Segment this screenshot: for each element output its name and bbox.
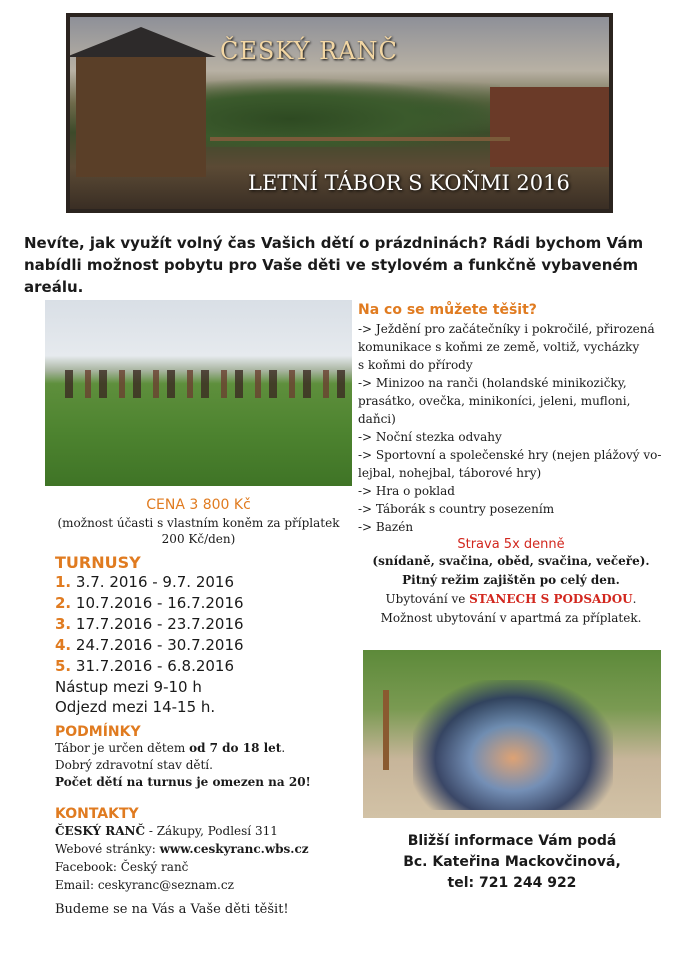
contact-phone[interactable]: tel: 721 244 922 bbox=[447, 875, 577, 891]
header-banner bbox=[66, 13, 613, 213]
contact-name: Bc. Kateřina Mackovčinová, bbox=[403, 854, 621, 870]
activity-line: prasátko, ovečka, minikoníci, jeleni, mufloni, daňci) bbox=[358, 394, 631, 426]
capacity-condition: Počet dětí na turnus je omezen na 20! bbox=[55, 775, 311, 789]
turnus-row: 4. 24.7.2016 - 30.7.2016 bbox=[55, 636, 244, 654]
ranch-address: ČESKÝ RANČ - Zákupy, Podlesí 311 bbox=[55, 824, 278, 838]
website-line: Webové stránky: www.ceskyranc.wbs.cz bbox=[55, 842, 309, 856]
banner-subtitle: LETNÍ TÁBOR S KOŇMI 2016 bbox=[248, 171, 570, 195]
activity-line: -> Noční stezka odvahy bbox=[358, 430, 502, 444]
activity-line: -> Ježdění pro začátečníky i pokročilé, přirozená bbox=[358, 322, 655, 336]
drinks-note: Pitný režim zajištěn po celý den. bbox=[402, 573, 620, 587]
arrival-time: Nástup mezi 9-10 h bbox=[55, 678, 202, 696]
lodging-note: Ubytování ve STANECH S PODSADOU. bbox=[385, 592, 637, 606]
banner-log-cabin bbox=[76, 57, 206, 177]
podminky-section bbox=[55, 724, 311, 791]
turnus-row: 5. 31.7.2016 - 6.8.2016 bbox=[55, 657, 235, 675]
fence-post bbox=[383, 690, 389, 770]
kontakty-heading: KONTAKTY bbox=[55, 806, 139, 822]
kids-group bbox=[413, 680, 613, 810]
turnus-row: 2. 10.7.2016 - 16.7.2016 bbox=[55, 594, 244, 612]
activity-line: -> Bazén bbox=[358, 520, 414, 534]
contact-person bbox=[363, 831, 661, 894]
email-link[interactable]: ceskyranc@seznam.cz bbox=[97, 878, 234, 892]
price-note: (možnost účasti s vlastním koněm za příplatek 200 Kč/den) bbox=[57, 516, 340, 546]
turnus-row: 3. 17.7.2016 - 23.7.2016 bbox=[55, 615, 244, 633]
activity-line: -> Minizoo na ranči (holandské minikozičky, bbox=[358, 376, 627, 390]
activity-line: komunikace s koňmi ze země, voltiž, vycházky bbox=[358, 340, 640, 354]
activity-line: -> Hra o poklad bbox=[358, 484, 455, 498]
activity-line: s koňmi do přírody bbox=[358, 358, 473, 372]
health-condition: Dobrý zdravotní stav dětí. bbox=[55, 758, 213, 772]
banner-title: ČESKÝ RANČ bbox=[220, 37, 398, 65]
activity-line: lejbal, nohejbal, táborové hry) bbox=[358, 466, 542, 480]
riders-photo bbox=[45, 300, 352, 486]
contact-intro: Bližší informace Vám podá bbox=[407, 833, 617, 849]
turnus-row: 1. 3.7. 2016 - 9.7. 2016 bbox=[55, 573, 235, 591]
intro-text: Nevíte, jak využít volný čas Vašich dětí o prázdninách? Rádi bychom Vám nabídli možnost pobytu pro Vaše děti ve stylovém a funkčně vybaveném areálu. bbox=[24, 234, 644, 296]
age-condition: Tábor je určen dětem od 7 do 18 let. bbox=[55, 741, 286, 755]
activities-section bbox=[358, 302, 663, 536]
banner-building bbox=[490, 87, 613, 167]
banner-fence bbox=[210, 137, 510, 141]
activity-line: -> Sportovní a společenské hry (nejen plážový vo- bbox=[358, 448, 662, 462]
kids-group-photo bbox=[363, 650, 661, 818]
meals-heading: Strava 5x denně bbox=[457, 537, 565, 552]
price-label: CENA 3 800 Kč bbox=[146, 497, 251, 513]
meals-list: (snídaně, svačina, oběd, svačina, večeře). bbox=[372, 554, 650, 568]
facebook-line: Facebook: Český ranč bbox=[55, 860, 189, 874]
riders-group bbox=[65, 370, 345, 398]
departure-time: Odjezd mezi 14-15 h. bbox=[55, 698, 216, 716]
turnusy-heading: TURNUSY bbox=[55, 553, 141, 572]
website-link[interactable]: www.ceskyranc.wbs.cz bbox=[159, 842, 309, 856]
activity-line: -> Táborák s country posezením bbox=[358, 502, 555, 516]
price-block bbox=[45, 497, 352, 547]
email-line: Email: ceskyranc@seznam.cz bbox=[55, 878, 234, 892]
closing-text: Budeme se na Vás a Vaše děti těšit! bbox=[55, 902, 289, 917]
kontakty-section bbox=[55, 806, 309, 894]
apartment-note: Možnost ubytování v apartmá za příplatek. bbox=[380, 611, 642, 625]
podminky-heading: PODMÍNKY bbox=[55, 724, 141, 740]
meals-section bbox=[366, 537, 656, 628]
activities-heading: Na co se můžete těšit? bbox=[358, 302, 537, 318]
turnusy-section bbox=[55, 553, 244, 717]
